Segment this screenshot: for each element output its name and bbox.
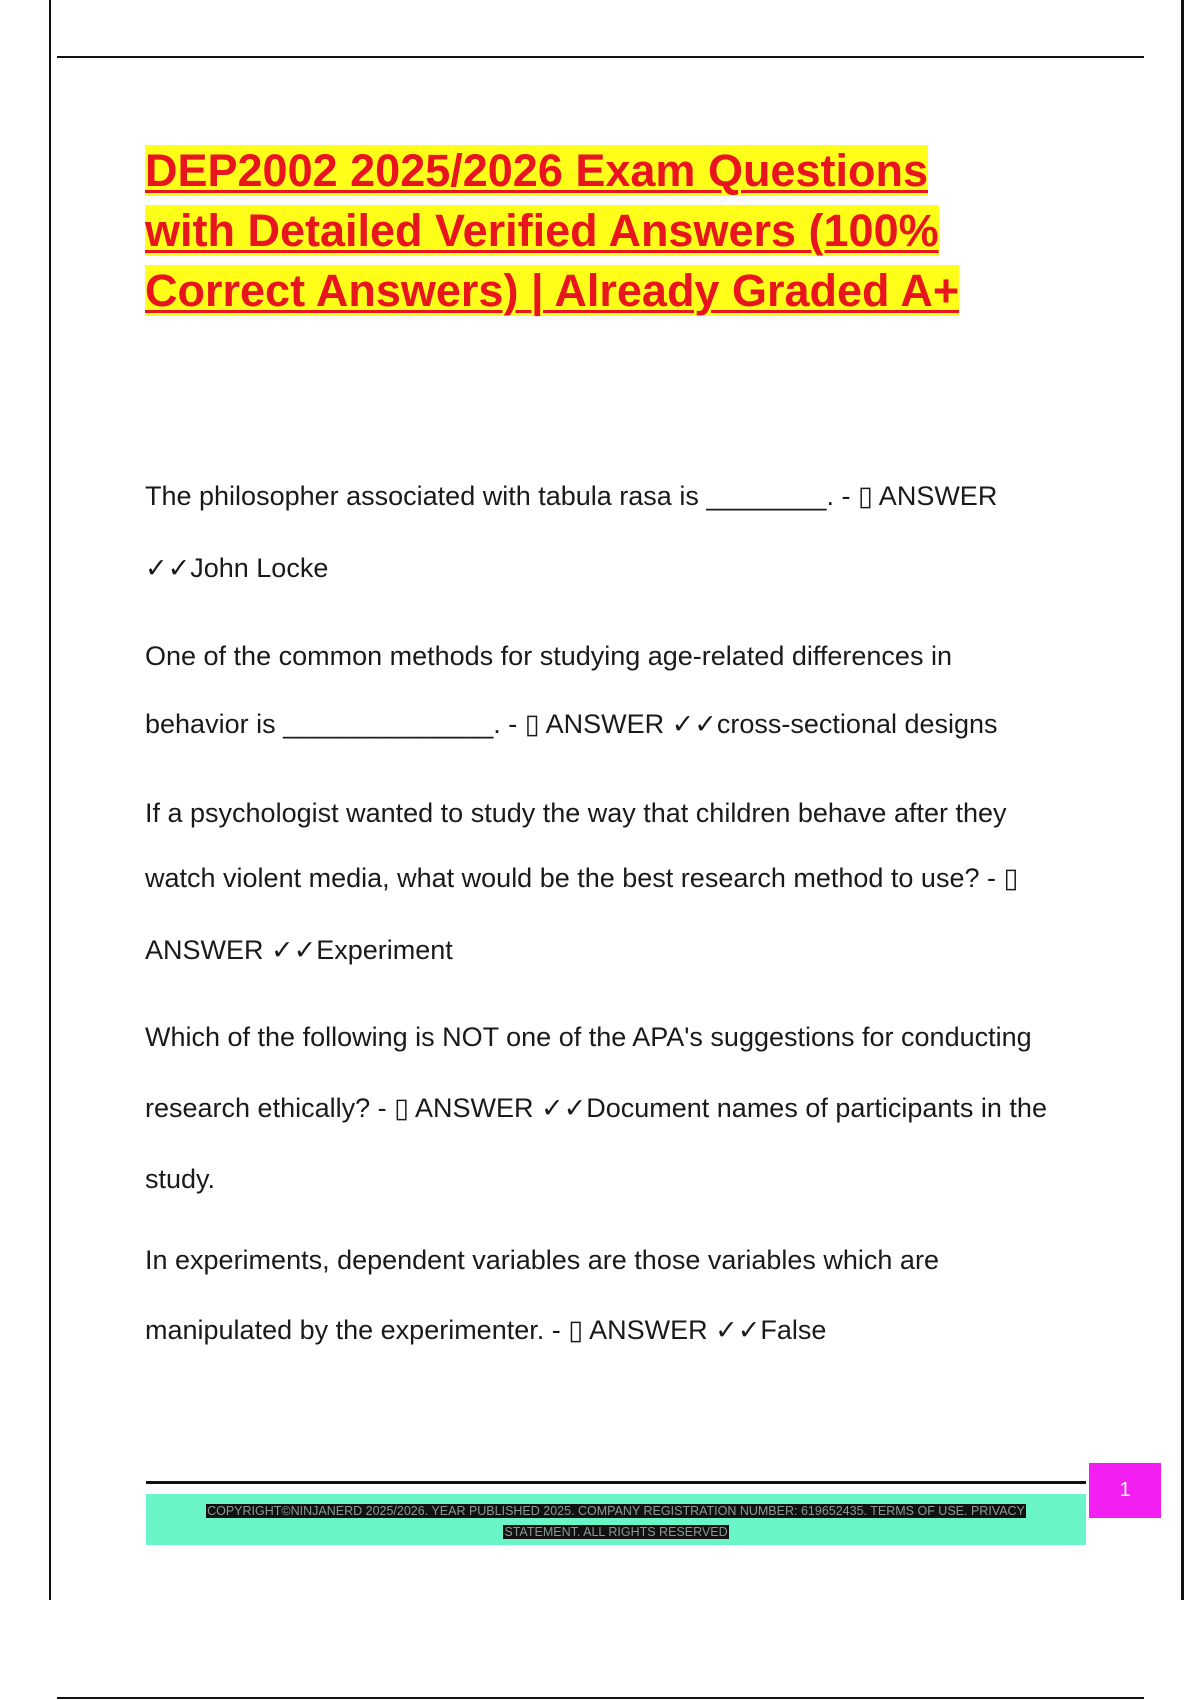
question-text: Which of the following is NOT one of the APA's suggestions for conducting [145,1022,1032,1052]
question-text: In experiments, dependent variables are those variables which are [145,1245,939,1275]
question-answer-text: manipulated by the experimenter. - ▯ ANSWER ✓✓False [145,1315,827,1345]
page-number: 1 [1089,1463,1161,1518]
answer-text: ✓✓John Locke [145,553,329,583]
copyright-notice [168,1501,1064,1543]
question-text: watch violent media, what would be the best research method to use? - ▯ [145,863,1019,893]
answer-text: ANSWER ✓✓Experiment [145,935,453,965]
question-answer-text: behavior is ______________. - ▯ ANSWER ✓✓cross-sectional designs [145,709,998,739]
question-text: If a psychologist wanted to study the way that children behave after they [145,798,1007,828]
header-rule [57,56,1144,58]
question-text: One of the common methods for studying age-related differences in [145,641,952,671]
question-answer-text: research ethically? - ▯ ANSWER ✓✓Document names of participants in the [145,1093,1047,1123]
question-text: The philosopher associated with tabula rasa is ________. - ▯ ANSWER [145,481,998,511]
page-border-right [1181,0,1184,1600]
page-border-left [49,0,51,1600]
footer-rule [146,1481,1086,1484]
answer-text: study. [145,1164,216,1194]
document-title [145,141,1085,321]
title-line: DEP2002 2025/2026 Exam Questions [145,145,928,196]
title-line: Correct Answers) | Already Graded A+ [145,265,960,316]
copyright-line: STATEMENT. ALL RIGHTS RESERVED [504,1525,728,1539]
copyright-line: COPYRIGHT©NINJANERD 2025/2026. YEAR PUBLISHED 2025. COMPANY REGISTRATION NUMBER: 619652435. TERMS OF USE. PRIVACY [207,1504,1025,1518]
bottom-rule [57,1697,1144,1699]
title-line: with Detailed Verified Answers (100% [145,205,939,256]
